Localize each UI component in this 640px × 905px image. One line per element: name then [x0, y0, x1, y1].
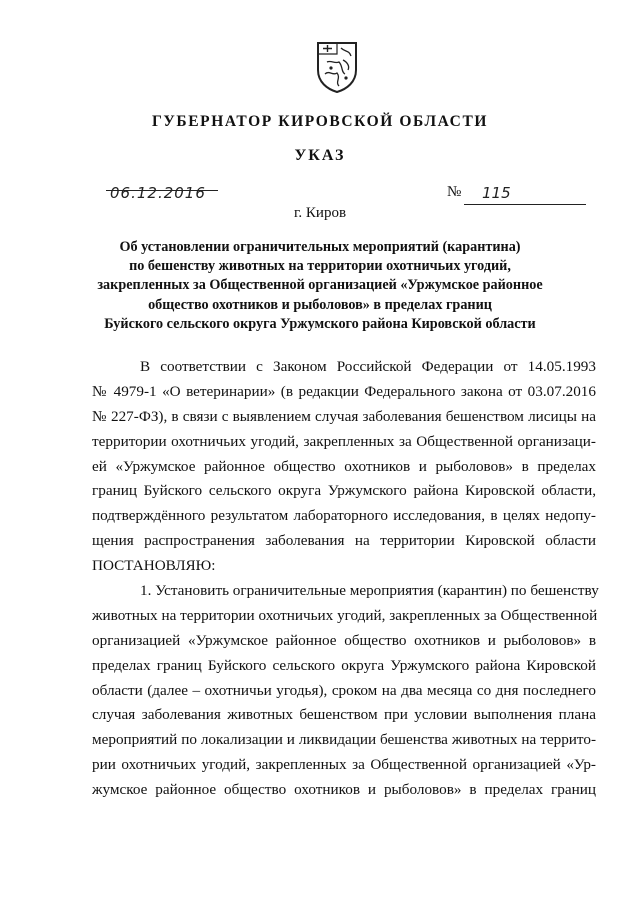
body-line: № 4979-1 «О ветеринарии» (в редакции Федерального закона от 03.07.2016: [92, 382, 596, 400]
body-line: ей «Уржумское районное общество охотников и рыболовов» в пределах: [92, 457, 596, 475]
document-heading: [70, 238, 570, 334]
heading-line: Буйского сельского округа Уржумского района Кировской области: [104, 315, 536, 332]
body-line: № 227-ФЗ), в связи с выявлением случая заболевания бешенством лисицы на: [92, 407, 596, 425]
coat-of-arms-icon: [315, 40, 359, 94]
body-line: пределах границ Буйского сельского округа Уржумского района Кировской: [92, 656, 596, 674]
body-line: щения распространения заболевания на территории Кировской области: [92, 532, 596, 550]
number-label: №: [447, 184, 462, 200]
document-type: УКАЗ: [294, 147, 346, 164]
issue-city: г. Киров: [293, 205, 347, 221]
body-line: подтверждённого результатом лабораторного исследования, в целях недопу-: [92, 507, 596, 525]
document-body: [92, 355, 599, 803]
issuer-title: ГУБЕРНАТОР КИРОВСКОЙ ОБЛАСТИ: [151, 113, 489, 130]
body-line: случая заболевания животных бешенством при условии выполнения плана: [92, 706, 596, 724]
body-line: территории охотничьих угодий, закрепленных за Общественной организаци-: [92, 432, 596, 450]
body-line: границ Буйского сельского округа Уржумского района Кировской области,: [92, 482, 596, 500]
body-line: мероприятий по локализации и ликвидации бешенства животных на террито-: [92, 731, 596, 749]
heading-line: Об установлении ограничительных мероприятий (карантина): [119, 239, 521, 255]
heading-line: общество охотников и рыболовов» в пределах границ: [148, 296, 492, 313]
body-line: животных на территории охотничьих угодий, закрепленных за Общественной: [92, 606, 598, 624]
body-line: жумское районное общество охотников и рыболовов» в пределах границ: [92, 781, 596, 799]
document-date: 06.12.2016: [110, 184, 206, 202]
heading-line: по бешенству животных на территории охотничьих угодий,: [129, 258, 511, 275]
body-line: области (далее – охотничьи угодья), сроком на два месяца со дня последнего: [92, 681, 596, 699]
body-line: рии охотничьих угодий, закрепленных за Общественной организацией «Ур-: [92, 756, 596, 774]
body-line: 1. Установить ограничительные мероприятия (карантин) по бешенству: [140, 582, 599, 600]
heading-line: закрепленных за Общественной организацией «Уржумское районное: [97, 277, 543, 294]
body-line: В соответствии с Законом Российской Федерации от 14.05.1993: [140, 358, 596, 375]
body-line: организацией «Уржумское районное общество охотников и рыболовов» в: [92, 631, 596, 649]
document-number: 115: [482, 184, 511, 202]
body-line-resolution: ПОСТАНОВЛЯЮ:: [92, 557, 216, 575]
